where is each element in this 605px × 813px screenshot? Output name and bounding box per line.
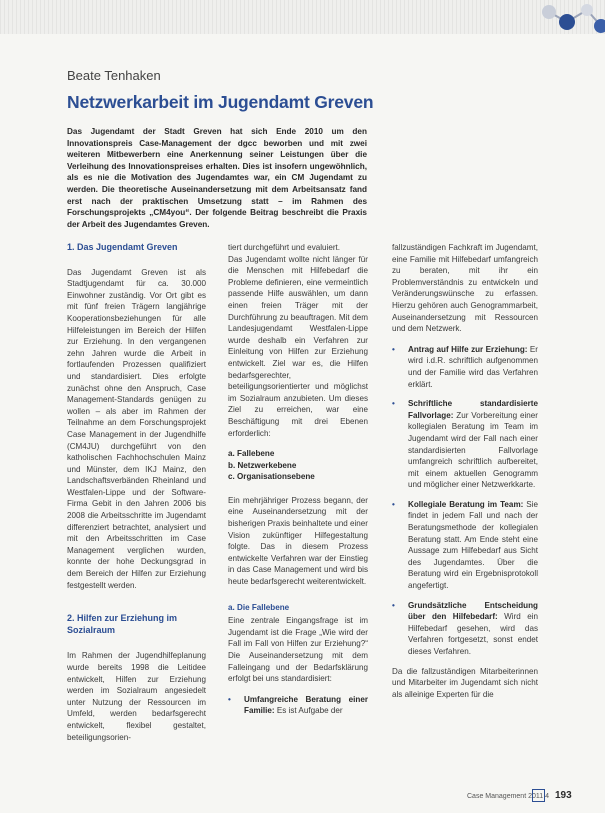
bullet-label: Grundsätzliche Entscheidung über den Hilfebedarf:: [408, 600, 538, 622]
section-heading-2: 2. Hilfen zur Erziehung im Sozialraum: [67, 613, 178, 635]
molecule-graphic: [535, 0, 605, 40]
paragraph: fallzuständigen Fachkraft im Jugendamt, eine Familie mit Hilfebedarf umfangreich zu beraten, mit ihr ein Problemverständnis zu entwickeln und Veränderungswünsche zu erfassen. Hierzu gehören auch Genogrammarbeit, Auseinandersetzung mit Ressourcen und dem Netzwerk.: [392, 243, 538, 334]
article-title: Netzwerkarbeit im Jugendamt Greven: [67, 92, 374, 112]
top-band: [0, 0, 605, 34]
bullet-text: Sie findet in jedem Fall und nach der Beratungsmethode der kollegialen Beratung statt. Am Ende steht eine Aussage zum Hilfebedarf aus Sicht des Jugendamtes. Über die Beratung wird ein Ergebnisprotokoll angefertigt.: [408, 499, 539, 591]
bullet-list: [228, 694, 368, 717]
bullet-list: [392, 344, 538, 658]
bullet-text: Er wird i.d.R. schriftlich aufgenommen und der Familie wird das Verfahren erklärt.: [408, 344, 538, 389]
bullet-label: Kollegiale Beratung im Team:: [408, 499, 524, 509]
paragraph: Das Jugendamt wollte nicht länger für die Menschen mit Hilfebedarf die Probleme definieren, eine vermeintlich passende Hilfe auswählen, um dann einen freien Träger mit der Durchführung zu beauftragen. Mit dem Landesjugendamt Westfalen-Lippe wurde deshalb ein Verfahren zur Einleitung von Hilfen zur Erziehung entwickelt. Ziel war es, die Hilfen bedarfsgerechter, beteiligungsorientierter und möglichst im Sozialraum anzubieten. Um dieses Ziel zu erreichen, war eine Beschäftigung mit drei Ebenen erforderlich:: [228, 254, 368, 438]
paragraph: Im Rahmen der Jugendhilfeplanung wurde bereits 1998 die Leitidee entwickelt, Hilfen zur Erziehung werden im Sozialraum angesiedelt unter Nutzung der Ressourcen im Umfeld, werden bedarfsgerecht entwickelt, flexibel gestaltet, beteiligungsorien-: [67, 651, 206, 742]
journal-footer: Case Management 2011 4: [467, 793, 549, 800]
list-item: [228, 694, 368, 717]
bullet-label: Umfangreiche Beratung einer Familie:: [244, 694, 368, 716]
subheading: a. Die Fallebene: [228, 602, 290, 612]
bullet-text: Es ist Aufgabe der: [274, 706, 343, 716]
author-name: Beate Tenhaken: [67, 68, 161, 83]
journal-logo-icon: [532, 789, 545, 802]
column-1: [67, 242, 206, 752]
column-2: [228, 242, 368, 725]
paragraph: Ein mehrjähriger Prozess begann, der eine Auseinandersetzung mit der bisherigen Praxis beinhaltete und einer Vision zukünftiger Hilfegestaltung folgte. Das in diesem Prozess entwickelte Verfahren war der Einstieg in das Case Management und wird bis heute bedarfsgerecht weiterentwickelt.: [228, 495, 368, 587]
list-item: a. Fallebene: [228, 449, 275, 459]
bullet-label: Antrag auf Hilfe zur Erziehung:: [408, 344, 528, 354]
list-item: [392, 499, 538, 592]
paragraph: Da die fallzuständigen Mitarbeiterinnen und Mitarbeiter im Jugendamt sich nicht als alleinige Experten für die: [392, 666, 538, 699]
list-item: [392, 344, 538, 390]
bullet-label: Schriftliche standardisierte Fallvorlage:: [408, 399, 538, 420]
list-item: [392, 398, 538, 491]
paragraph: Eine zentrale Eingangsfrage ist im Jugendamt ist die Frage „Wie wird der Fall im Fall von Hilfen zur Erziehung?“ Die Auseinandersetzung mit dem Falleingang und der Bedarfsklärung erfolgt bei uns standardisiert:: [228, 616, 368, 684]
list-item: c. Organisationsebene: [228, 472, 315, 482]
section-heading-1: 1. Das Jugendamt Greven: [67, 242, 178, 252]
paragraph: tiert durchgeführt und evaluiert.: [228, 243, 341, 252]
bullet-text: Zur Vorbereitung einer kollegialen Beratung im Team im Jugendamt wird der Fall nach einer standardisierten Fallvorlage umfangreich schriftlich aufbereitet, mit einem aktuellen Genogramm und möglicher einer Netzwerkkarte.: [408, 410, 538, 490]
list-item: b. Netzwerkebene: [228, 460, 297, 470]
list-item: [392, 600, 538, 658]
article-intro: Das Jugendamt der Stadt Greven hat sich Ende 2010 um den Innovationspreis Case-Management der dgcc beworben und mit zwei weiteren Mitbewerbern eine Anerkennung seiner Leistungen über die Verleihung des Innovationspreises erhalten. Dies ist insofern ungewöhnlich, als es nie die Motivation des Jugendamtes war, ein CM Jugendamt zu werden. Die theoretische Auseinandersetzung mit dem Arbeitsansatz fand erst nach der praktischen Umsetzung statt – im Rahmen des Forschungsprojekts „CM4you“. Der folgende Beitrag beschreibt die Praxis der Arbeit des Jugendamtes Greven.: [67, 127, 367, 229]
levels-list: [228, 448, 368, 483]
page-number: 193: [555, 790, 572, 801]
paragraph: Das Jugendamt Greven ist als Stadtjugendamt für ca. 30.000 Einwohner zuständig. Vor Ort gibt es mit fünf freien Trägern langjährige Kooperationsbeziehungen für alle Hilfeleistungen im Bereich der Hilfen zur Erziehung. In den vergangenen zehn Jahren wurde die Arbeit in fortlaufenden Prozessen qualifiziert und standardisiert. Dies erfolgte zunächst ohne den Anspruch, Case Management-Standards genügen zu wollen – als aber im Rahmen der Teilnahme an dem Forschungsprojekt Case Management in der Jugendhilfe (CM4JU) durchgeführt von den katholischen Fachhochschulen Mainz und Münster, dem IKJ Mainz, den Landschaftsverbänden Rheinland und Westfalen-Lippe und der Software-Firma Gebit in den Jahren 2006 bis 2008 die Arbeitsschritte im Jugendamt differenziert betrachtet, analysiert und mit den Arbeitsschritten im Case Management verglichen wurden, konnte der hohe Deckungsgrad in dem Bereich der Hilfen zur Erziehung festgestellt werden.: [67, 267, 206, 590]
bullet-text: Wird ein Hilfebedarf gesehen, wird das Verfahren fortgesetzt, sonst endet dieses Verfahren.: [408, 612, 538, 656]
column-3: [392, 242, 538, 709]
